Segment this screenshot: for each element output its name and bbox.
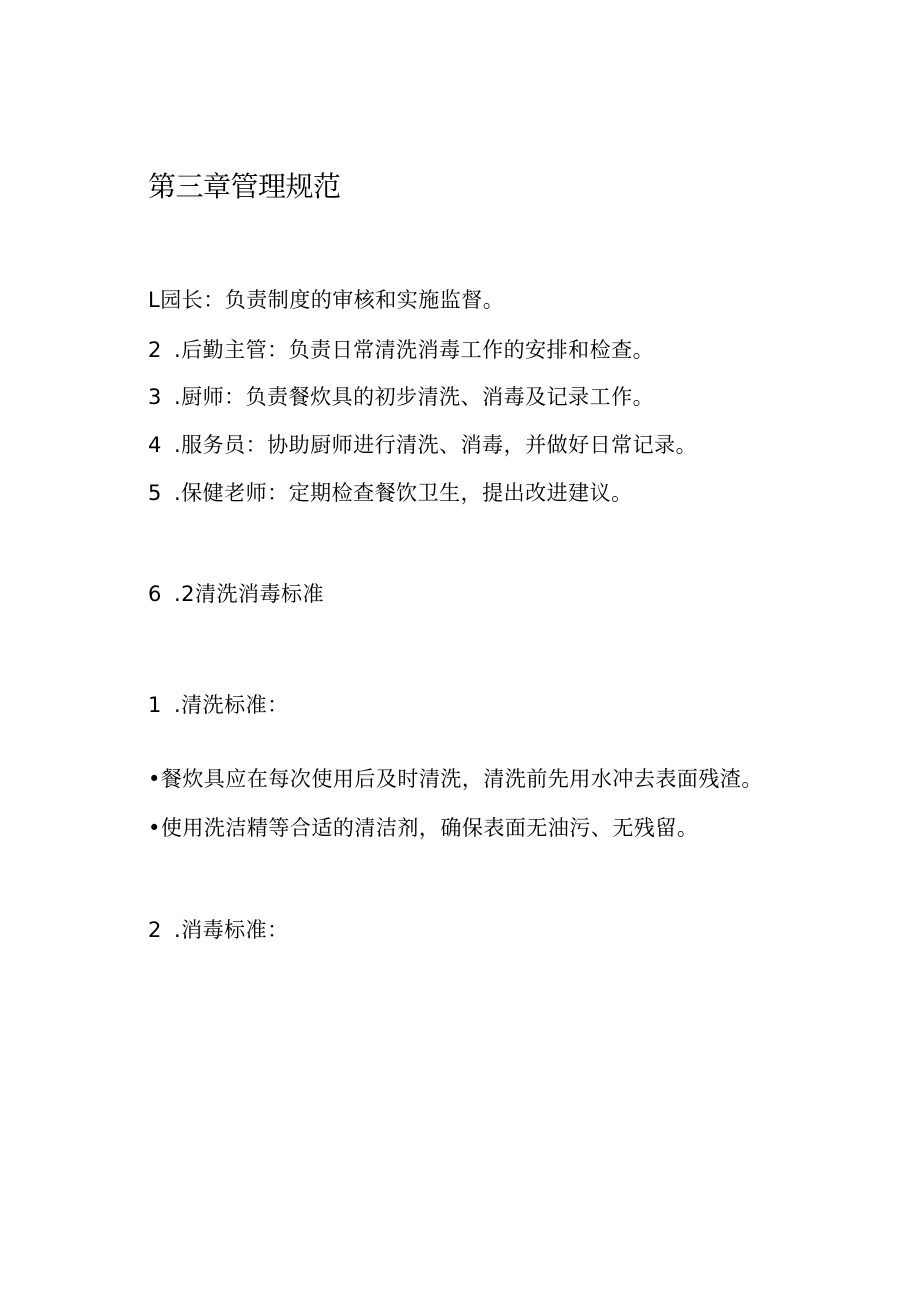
responsibility-text: L园长：负责制度的审核和实施监督。 (148, 288, 505, 312)
item-number: 5 (148, 481, 162, 505)
responsibility-item (148, 384, 654, 410)
bullet-item: •餐炊具应在每次使用后及时清洗，清洗前先用水冲去表面残渣。 (148, 767, 763, 791)
chapter-title: 第三章管理规范 (148, 170, 341, 203)
disinfection-standard-heading (148, 917, 289, 943)
item-number: 2 (148, 338, 162, 362)
item-number: 3 (148, 385, 162, 409)
cleaning-standard-heading (148, 692, 289, 718)
item-number: 1 (148, 693, 162, 717)
responsibility-item (148, 337, 654, 363)
section-number: 6 (148, 582, 162, 606)
item-number: 2 (148, 918, 162, 942)
section-title: .2清洗消毒标准 (174, 582, 325, 606)
responsibility-text: .保健老师：定期检查餐饮卫生，提出改进建议。 (174, 481, 633, 505)
bullet-item: •使用洗洁精等合适的清洁剂，确保表面无油污、无残留。 (148, 816, 699, 840)
section-heading (148, 581, 324, 607)
responsibility-item (148, 287, 504, 313)
item-number: 4 (148, 433, 162, 457)
cleaning-standard-label: .清洗标准： (174, 693, 289, 717)
responsibility-item (148, 480, 633, 506)
responsibility-item (148, 432, 697, 458)
responsibility-text: .厨师：负责餐炊具的初步清洗、消毒及记录工作。 (174, 385, 655, 409)
responsibility-text: .服务员：协助厨师进行清洗、消毒，并做好日常记录。 (174, 433, 698, 457)
disinfection-standard-label: .消毒标准： (174, 918, 289, 942)
responsibility-text: .后勤主管：负责日常清洗消毒工作的安排和检查。 (174, 338, 655, 362)
